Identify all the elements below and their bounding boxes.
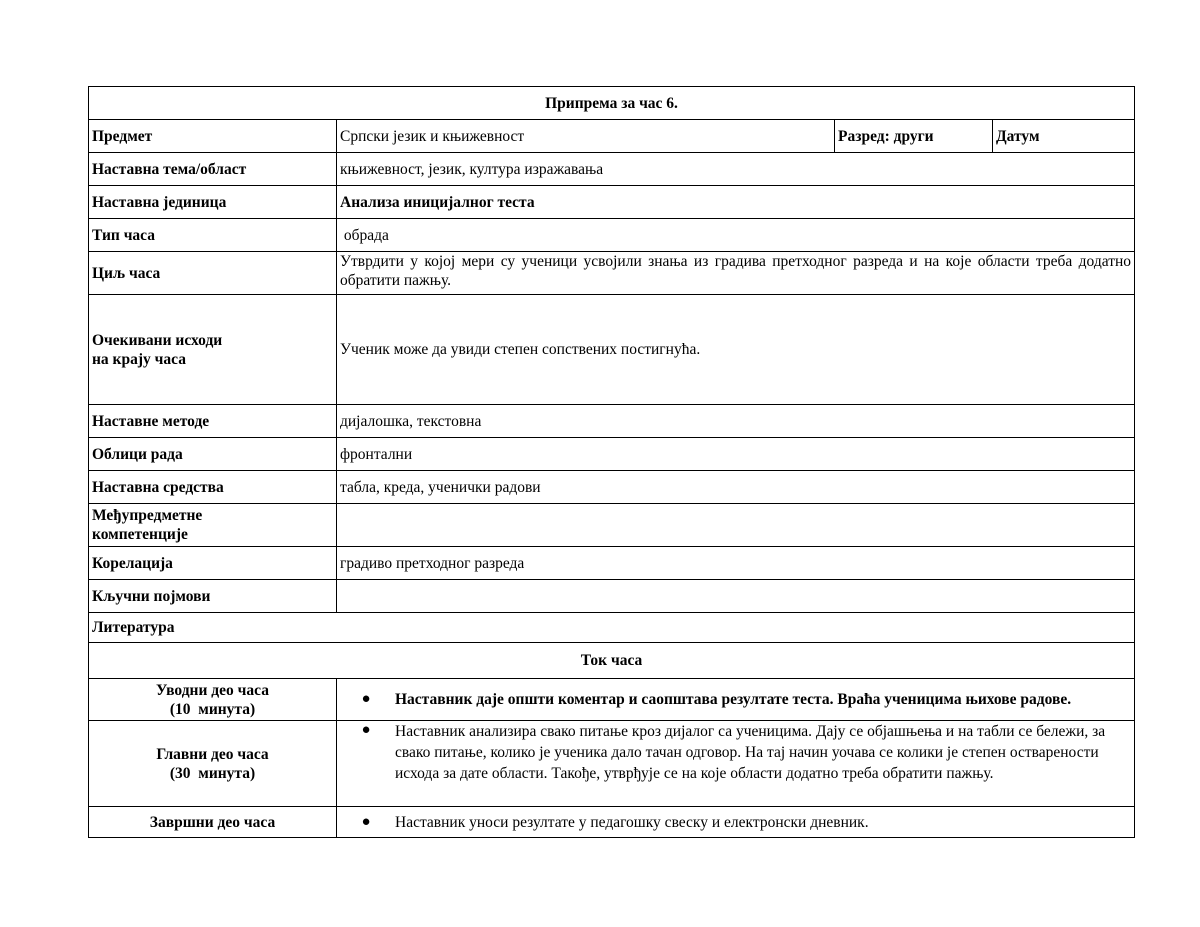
forms-row bbox=[89, 438, 1135, 471]
competences-value bbox=[337, 504, 1135, 547]
correlation-value: градиво претходног разреда bbox=[337, 547, 1135, 580]
type-value: обрада bbox=[337, 219, 1135, 252]
forms-value: фронтални bbox=[337, 438, 1135, 471]
main-label-line1: Главни део часа bbox=[156, 745, 269, 763]
means-row bbox=[89, 471, 1135, 504]
intro-text: Наставник даје општи коментар и саопштава резултате теста. Враћа ученицима њихове радове. bbox=[395, 691, 1072, 708]
unit-value: Анализа иницијалног теста bbox=[337, 186, 1135, 219]
subject-row bbox=[89, 120, 1135, 153]
literature-label: Литература bbox=[89, 613, 1135, 643]
correlation-row bbox=[89, 547, 1135, 580]
intro-label bbox=[89, 679, 337, 721]
intro-label-line2: (10 минута) bbox=[169, 700, 256, 718]
outcomes-value: Ученик може да увиди степен сопствених постигнућа. bbox=[337, 295, 1135, 405]
means-label: Наставна средства bbox=[89, 471, 337, 504]
means-value: табла, креда, ученички радови bbox=[337, 471, 1135, 504]
main-row bbox=[89, 721, 1135, 807]
grade-value: Разред: други bbox=[835, 120, 993, 153]
subject-label: Предмет bbox=[89, 120, 337, 153]
flow-title-row bbox=[89, 643, 1135, 679]
final-row bbox=[89, 807, 1135, 838]
forms-label: Облици рада bbox=[89, 438, 337, 471]
subject-value: Српски језик и књижевност bbox=[337, 120, 835, 153]
unit-row bbox=[89, 186, 1135, 219]
main-label bbox=[89, 721, 337, 807]
intro-row bbox=[89, 679, 1135, 721]
outcomes-label-line2: на крају часа bbox=[92, 350, 186, 368]
final-content bbox=[337, 807, 1135, 838]
bullet-dot-icon: ● bbox=[361, 813, 371, 830]
final-bullet bbox=[337, 813, 1130, 832]
methods-row bbox=[89, 405, 1135, 438]
intro-content bbox=[337, 679, 1135, 721]
main-content bbox=[337, 721, 1135, 807]
date-label: Датум bbox=[993, 120, 1135, 153]
final-text: Наставник уноси резултате у педагошку свеску и електронски дневник. bbox=[395, 813, 869, 831]
intro-label-line1: Уводни део часа bbox=[156, 681, 269, 699]
intro-bullet bbox=[337, 690, 1130, 709]
goal-label: Циљ часа bbox=[89, 252, 337, 295]
competences-label bbox=[89, 504, 337, 547]
bullet-dot-icon: ● bbox=[361, 691, 371, 707]
lesson-plan-table bbox=[88, 86, 1135, 838]
unit-label: Наставна јединица bbox=[89, 186, 337, 219]
outcomes-label-line1: Очекивани исходи bbox=[92, 331, 223, 349]
outcomes-label bbox=[89, 295, 337, 405]
final-label: Завршни део часа bbox=[89, 807, 337, 838]
goal-row bbox=[89, 252, 1135, 295]
methods-label: Наставне методе bbox=[89, 405, 337, 438]
competences-label-line1: Међупредметне bbox=[92, 507, 203, 524]
type-row bbox=[89, 219, 1135, 252]
competences-label-line2: компетенције bbox=[92, 526, 188, 543]
main-bullet bbox=[337, 721, 1130, 784]
topic-row bbox=[89, 153, 1135, 186]
outcomes-row bbox=[89, 295, 1135, 405]
topic-value: књижевност, језик, култура изражавања bbox=[337, 153, 1135, 186]
methods-value: дијалошка, текстовна bbox=[337, 405, 1135, 438]
type-label: Тип часа bbox=[89, 219, 337, 252]
correlation-label: Корелација bbox=[89, 547, 337, 580]
literature-row bbox=[89, 613, 1135, 643]
competences-row bbox=[89, 504, 1135, 547]
keywords-label: Кључни појмови bbox=[89, 580, 337, 613]
keywords-row bbox=[89, 580, 1135, 613]
topic-label: Наставна тема/област bbox=[89, 153, 337, 186]
page-title: Припрема за час 6. bbox=[89, 87, 1135, 120]
flow-title: Ток часа bbox=[89, 643, 1135, 679]
main-text: Наставник анализира свако питање кроз дијалог са ученицима. Дају се објашњења и на табли се бележи, за свако питање, колико је ученика дало тачан одговор. На тај начин уочава се колики је степен остварености исхода за дате области. Такође, утврђује се на које области додатно треба обратити пажњу. bbox=[395, 723, 1106, 782]
goal-value: Утврдити у којој мери су ученици усвојили знања из градива претходног разреда и на које области треба додатно обратити пажњу. bbox=[337, 252, 1135, 295]
main-label-line2: (30 минута) bbox=[169, 764, 256, 782]
bullet-dot-icon: ● bbox=[361, 722, 371, 738]
title-row bbox=[89, 87, 1135, 120]
keywords-value bbox=[337, 580, 1135, 613]
